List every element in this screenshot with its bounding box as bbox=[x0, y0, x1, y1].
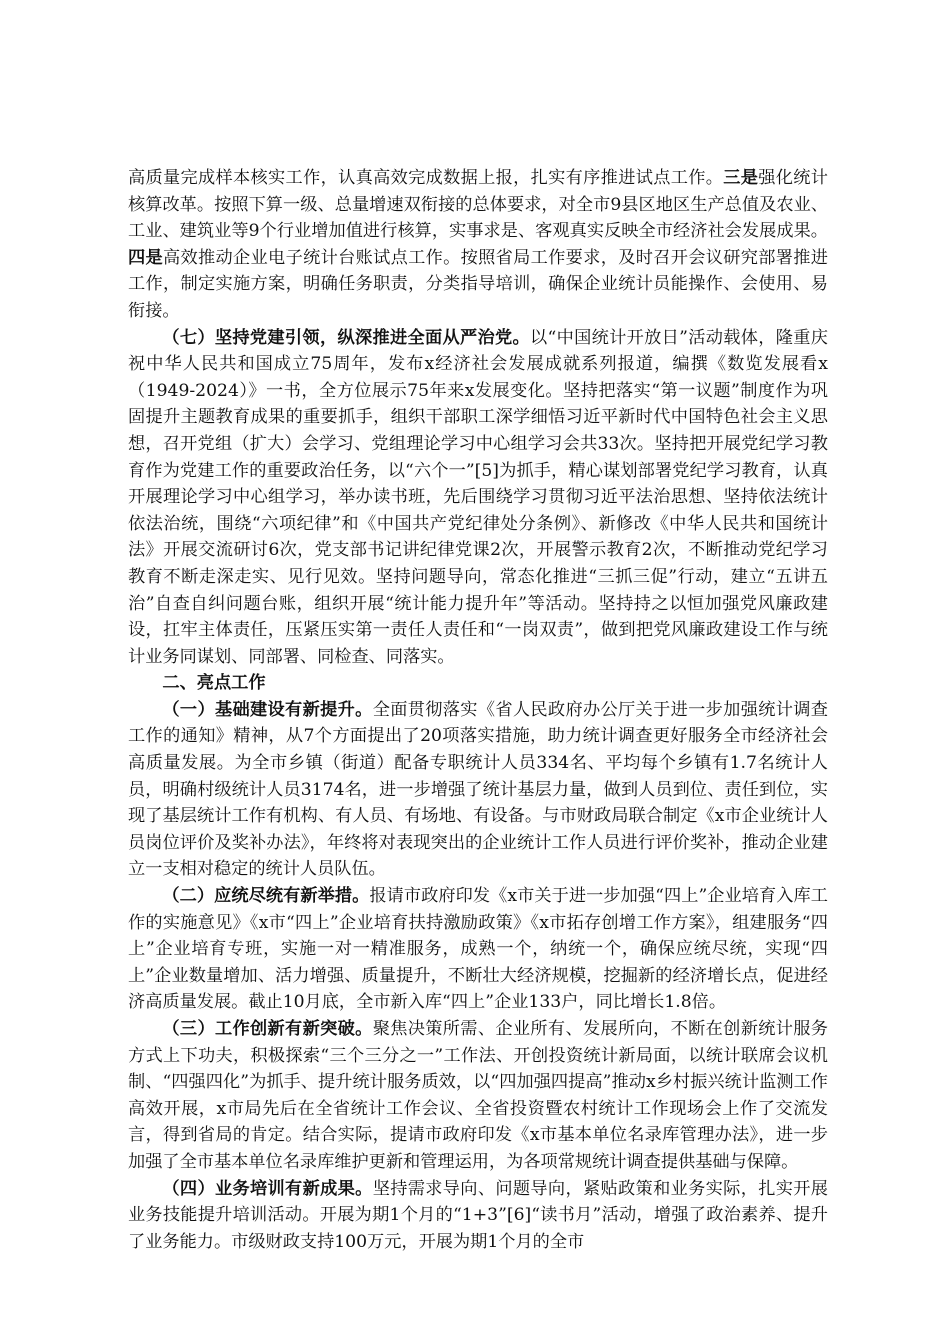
paragraph-heading: （二）应统尽统有新举措。 bbox=[162, 886, 370, 907]
paragraph-text: 以“中国统计开放日”活动载体，隆重庆祝中华人民共和国成立75周年，发布x经济社会发展成就系列报道，编撰《数览发展看x（1949-2024）》一书，全方位展示75年来x发展变化。坚持把落实“第一议题”制度作为巩固提升主题教育成果的重要抓手，组织干部职工深学细悟习近平新时代中国特色社会主义思想，召开党组（扩大）会学习、党组理论学习中心组学习会共33次。坚持把开展党纪学习教育作为党建工作的重要政治任务，以“六个一”[5]为抓手，精心谋划部署党纪学习教育，认真开展理论学习中心组学习，举办读书班，先后围绕学习贯彻习近平法治思想、坚持依法统计依法治统，围绕“六项纪律”和《中国共产党纪律处分条例》、新修改《中华人民共和国统计法》开展交流研讨6次，党支部书记讲纪律党课2次，开展警示教育2次，不断推动党纪学习教育不断走深走实、见行见效。坚持问题导向，常态化推进“三抓三促”行动，建立“五讲五治”自查自纠问题台账，组织开展“统计能力提升年”等活动。坚持持之以恒加强党风廉政建设，扛牢主体责任，压紧压实第一责任人责任和“一岗双责”，做到把党风廉政建设工作与统计业务同谋划、同部署、同检查、同落实。 bbox=[128, 327, 828, 667]
paragraph-heading: （一）基础建设有新提升。 bbox=[162, 699, 373, 720]
bold-marker-third: 三是 bbox=[723, 168, 759, 188]
paragraph-text: 强化统计核算改革。按照下算一级、总量增速双衔接的总体要求，对全市9县区地区生产总值及农业、工业、建筑业等9个行业增加值进行核算，实事求是、客观真实反映全市经济社会发展成果。 bbox=[128, 168, 828, 242]
paragraph-enterprise-inclusion bbox=[128, 883, 828, 1016]
paragraph-text: 报请市政府印发《x市关于进一步加强“四上”企业培育入库工作的实施意见》《x市“四上”企业培育扶持激励政策》《x市拓存创增工作方案》，组建服务“四上”企业培育专班，实施一对一精准服务，成熟一个，纳统一个，确保应统尽统，实现“四上”企业数量增加、活力增强、质量提升，不断壮大经济规模，挖掘新的经济增长点，促进经济高质量发展。截止10月底，全市新入库“四上”企业133户，同比增长1.8倍。 bbox=[128, 886, 828, 1013]
paragraph-statistics-reform bbox=[128, 165, 828, 325]
document-body bbox=[128, 165, 828, 1255]
section-heading-highlights: 二、亮点工作 bbox=[162, 673, 266, 694]
bold-marker-fourth: 四是 bbox=[128, 247, 164, 268]
paragraph-heading: （七）坚持党建引领，纵深推进全面从严治党。 bbox=[162, 327, 531, 348]
paragraph-training bbox=[128, 1176, 828, 1256]
paragraph-heading: （四）业务培训有新成果。 bbox=[162, 1178, 373, 1199]
paragraph-party-building bbox=[128, 325, 828, 671]
paragraph-heading: （三）工作创新有新突破。 bbox=[162, 1019, 373, 1039]
paragraph-text: 高质量完成样本核实工作，认真高效完成数据上报，扎实有序推进试点工作。 bbox=[128, 168, 724, 188]
paragraph-infrastructure bbox=[128, 697, 828, 883]
paragraph-text: 聚焦决策所需、企业所有、发展所向，不断在创新统计服务方式上下功夫，积极探索“三个三分之一”工作法、开创投资统计新局面，以统计联席会议机制、“四强四化”为抓手、提升统计服务质效，以“四加强四提高”推动x乡村振兴统计监测工作高效开展，x市局先后在全省统计工作会议、全省投资暨农村统计工作现场会上作了交流发言，得到省局的肯定。结合实际，提请市政府印发《x市基本单位名录库管理办法》，进一步加强了全市基本单位名录库维护更新和管理运用，为各项常规统计调查提供基础与保障。 bbox=[128, 1019, 828, 1172]
paragraph-innovation bbox=[128, 1016, 828, 1176]
paragraph-text: 高效推动企业电子统计台账试点工作。按照省局工作要求，及时召开会议研究部署推进工作，制定实施方案，明确任务职责，分类指导培训，确保企业统计员能操作、会使用、易衔接。 bbox=[128, 247, 828, 321]
paragraph-text: 坚持需求导向、问题导向，紧贴政策和业务实际，扎实开展业务技能提升培训活动。开展为期1个月的“1+3”[6]“读书月”活动，增强了政治素养、提升了业务能力。市级财政支持100万元，开展为期1个月的全市 bbox=[128, 1178, 828, 1252]
paragraph-text: 全面贯彻落实《省人民政府办公厅关于进一步加强统计调查工作的通知》精神，从7个方面提出了20项落实措施，助力统计调查更好服务全市经济社会高质量发展。为全市乡镇（街道）配备专职统计人员334名、平均每个乡镇有1.7名统计人员，明确村级统计人员3174名，进一步增强了统计基层力量，做到人员到位、责任到位，实现了基层统计工作有机构、有人员、有场地、有设备。与市财政局联合制定《x市企业统计人员岗位评价及奖补办法》，年终将对表现突出的企业统计工作人员进行评价奖补，推动企业建立一支相对稳定的统计人员队伍。 bbox=[128, 699, 828, 880]
